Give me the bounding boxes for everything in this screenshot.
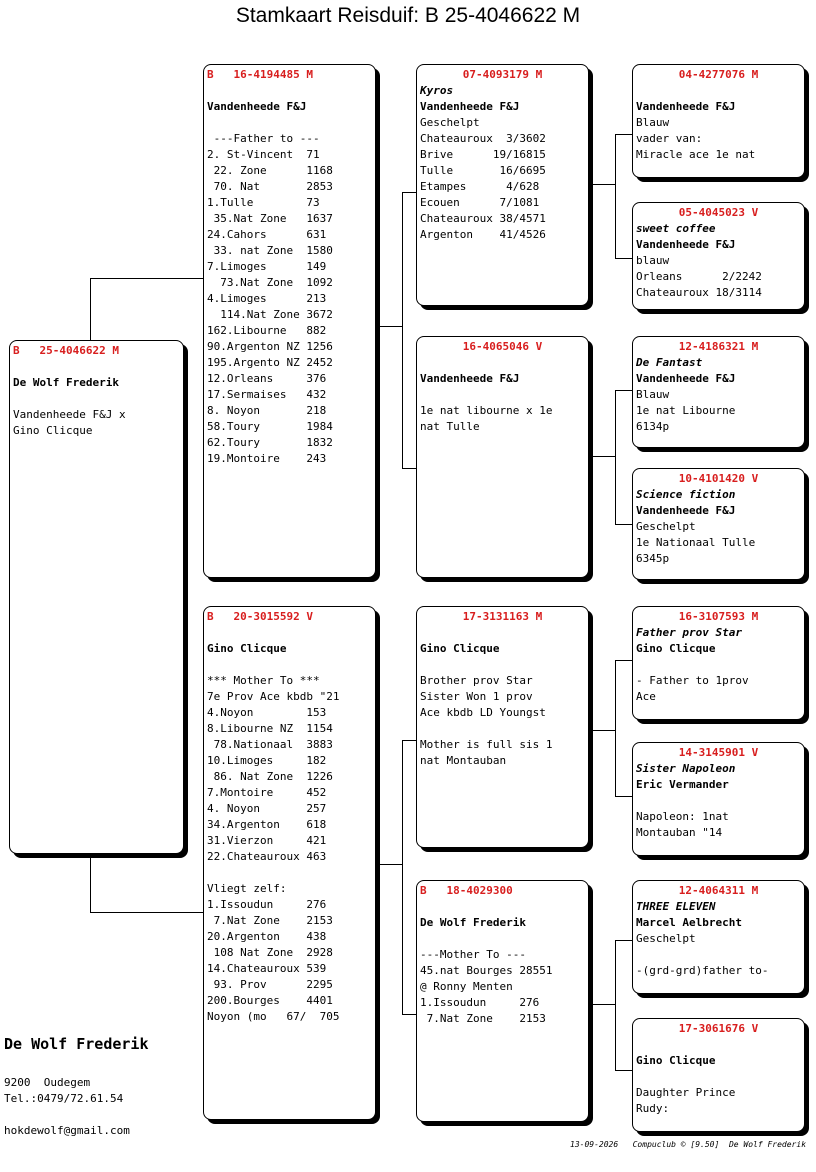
card-line: Gino Clicque (420, 642, 500, 655)
card-line: Vandenheede F&J x (13, 408, 126, 421)
pigeon-card-mother-father[interactable] (416, 606, 589, 848)
card-line (13, 391, 180, 407)
card-line: Blauw (636, 388, 670, 401)
pigeon-card-mother[interactable] (203, 606, 376, 1120)
owner-phone: Tel.:0479/72.61.54 (4, 1092, 124, 1105)
card-line: Daughter Prince (636, 1086, 736, 1099)
connector-line (90, 854, 91, 912)
card-line (420, 721, 585, 737)
pigeon-card-mf-mother[interactable] (632, 742, 805, 856)
card-line: Napoleon: 1nat (636, 810, 729, 823)
card-line (636, 1069, 801, 1085)
connector-line (90, 278, 204, 279)
card-line: nat Montauban (420, 754, 507, 767)
card-line: Etampes 4/628 (420, 180, 540, 193)
pigeon-card-mf-father[interactable] (632, 606, 805, 720)
pigeon-card-mother-mother[interactable] (416, 880, 589, 1122)
card-line: ---Father to --- (207, 132, 320, 145)
ring-number: B 25-4046622 M (13, 344, 119, 357)
ring-number: 05-4045023 V (678, 206, 759, 219)
card-line: Ace kbdb LD Youngst (420, 706, 546, 719)
card-line: 7.Limoges 149 (207, 260, 327, 273)
owner-email: hokdewolf@gmail.com (4, 1124, 130, 1137)
connector-line (615, 1070, 632, 1071)
pigeon-card-mm-father[interactable] (632, 880, 805, 994)
card-line (13, 359, 180, 375)
card-line: 93. Prov 2295 (207, 978, 333, 991)
card-line: 31.Vierzon 421 (207, 834, 327, 847)
card-line: Geschelpt (420, 116, 480, 129)
card-line: Vandenheede F&J (420, 100, 520, 113)
ring-number: 07-4093179 M (462, 68, 543, 81)
card-line: Gino Clicque (636, 642, 716, 655)
connector-line (615, 660, 632, 661)
card-line: 34.Argenton 618 (207, 818, 327, 831)
card-line: 22.Chateauroux 463 (207, 850, 327, 863)
ring-number: 10-4101420 V (678, 472, 759, 485)
card-line (420, 625, 585, 641)
card-line: Vandenheede F&J (636, 372, 736, 385)
card-line: Gino Clicque (207, 642, 287, 655)
pigeon-card-ff-mother[interactable] (632, 202, 805, 310)
pigeon-card-fm-mother[interactable] (632, 468, 805, 580)
pigeon-card-ff-father[interactable] (632, 64, 805, 178)
card-line: 8.Libourne NZ 1154 (207, 722, 333, 735)
card-line: Geschelpt (636, 932, 696, 945)
card-line: 4. Noyon 257 (207, 802, 327, 815)
card-line: 22. Zone 1168 (207, 164, 333, 177)
card-line: 1e nat Libourne (636, 404, 736, 417)
card-line: 1e nat libourne x 1e (420, 404, 553, 417)
card-line: 1e Nationaal Tulle (636, 536, 756, 549)
card-line: *** Mother To *** (207, 674, 320, 687)
connector-line (380, 864, 402, 865)
card-line: nat Tulle (420, 420, 480, 433)
connector-line (380, 326, 402, 327)
pigeon-card-subject[interactable] (9, 340, 184, 854)
card-line: 86. Nat Zone 1226 (207, 770, 333, 783)
connector-line (593, 456, 615, 457)
card-line: 73.Nat Zone 1092 (207, 276, 333, 289)
card-line: Geschelpt (636, 520, 696, 533)
card-line: Tulle 16/6695 (420, 164, 546, 177)
card-line: 14.Chateauroux 539 (207, 962, 327, 975)
footer-credit: 13-09-2026 Compuclub © [9.50] De Wolf Frederik (570, 1140, 807, 1149)
card-line: Ace (636, 690, 656, 703)
card-line: 45.nat Bourges 28551 (420, 964, 553, 977)
connector-line (90, 912, 204, 913)
card-line (207, 83, 372, 99)
card-line: 108 Nat Zone 2928 (207, 946, 333, 959)
ring-number: 12-4064311 M (678, 884, 759, 897)
ring-number: 16-3107593 M (678, 610, 759, 623)
card-line: Vandenheede F&J (636, 504, 736, 517)
card-line: Sister Won 1 prov (420, 690, 533, 703)
pigeon-card-father[interactable] (203, 64, 376, 578)
card-line: ---Mother To --- (420, 948, 526, 961)
card-line (207, 865, 372, 881)
card-line: Father prov Star (636, 626, 742, 639)
connector-line (90, 278, 91, 340)
card-line: Chateauroux 18/3114 (636, 286, 762, 299)
card-line: De Wolf Frederik (13, 376, 119, 389)
card-line: 20.Argenton 438 (207, 930, 327, 943)
card-line: 2. St-Vincent 71 (207, 148, 320, 161)
card-line: sweet coffee (636, 222, 716, 235)
pigeon-card-mm-mother[interactable] (632, 1018, 805, 1132)
ring-number: 16-4065046 V (462, 340, 543, 353)
card-line: 6134p (636, 420, 670, 433)
card-line: 12.Orleans 376 (207, 372, 327, 385)
card-line: Orleans 2/2242 (636, 270, 762, 283)
connector-line (615, 134, 616, 258)
owner-address: 9200 Oudegem (4, 1076, 91, 1089)
connector-line (402, 740, 416, 741)
ring-number: 17-3061676 V (678, 1022, 759, 1035)
connector-line (615, 660, 616, 796)
card-line: Chateauroux 3/3602 (420, 132, 546, 145)
card-line: 62.Toury 1832 (207, 436, 333, 449)
card-line: -(grd-grd)father to- (636, 964, 769, 977)
card-line: 58.Toury 1984 (207, 420, 333, 433)
connector-line (615, 524, 632, 525)
card-line (420, 931, 585, 947)
card-line: Vandenheede F&J (636, 238, 736, 251)
card-line: Miracle ace 1e nat (636, 148, 756, 161)
connector-line (615, 796, 632, 797)
card-line: 78.Nationaal 3883 (207, 738, 333, 751)
card-line: THREE ELEVEN (636, 900, 716, 913)
card-line: Brive 19/16815 (420, 148, 546, 161)
card-line: Brother prov Star (420, 674, 533, 687)
card-line: 33. nat Zone 1580 (207, 244, 333, 257)
connector-line (402, 1014, 416, 1015)
card-line: Vandenheede F&J (420, 372, 520, 385)
card-line: 7e Prov Ace kbdb "21 (207, 690, 340, 703)
card-line: 8. Noyon 218 (207, 404, 327, 417)
card-line: 195.Argento NZ 2452 (207, 356, 333, 369)
card-line (636, 947, 801, 963)
card-line: 10.Limoges 182 (207, 754, 327, 767)
card-line: 7.Nat Zone 2153 (207, 914, 333, 927)
connector-line (615, 940, 632, 941)
card-line: 19.Montoire 243 (207, 452, 327, 465)
card-line: Argenton 41/4526 (420, 228, 546, 241)
card-line: 6345p (636, 552, 670, 565)
card-line: 7.Montoire 452 (207, 786, 327, 799)
card-line (636, 83, 801, 99)
card-line: 1.Tulle 73 (207, 196, 320, 209)
card-line: Vandenheede F&J (636, 100, 736, 113)
card-line: vader van: (636, 132, 703, 145)
card-line (207, 625, 372, 641)
card-line: 4.Noyon 153 (207, 706, 327, 719)
connector-line (615, 258, 632, 259)
card-line: Gino Clicque (636, 1054, 716, 1067)
connector-line (593, 184, 615, 185)
ring-number: B 16-4194485 M (207, 68, 313, 81)
ring-number: 14-3145901 V (678, 746, 759, 759)
card-line (420, 657, 585, 673)
connector-line (615, 390, 616, 524)
card-line: 200.Bourges 4401 (207, 994, 333, 1007)
connector-line (593, 730, 615, 731)
card-line: 4.Limoges 213 (207, 292, 327, 305)
card-line: Mother is full sis 1 (420, 738, 553, 751)
ring-number: B 20-3015592 V (207, 610, 313, 623)
card-line: Eric Vermander (636, 778, 729, 791)
card-line (636, 793, 801, 809)
card-line (207, 115, 372, 131)
card-line: Marcel Aelbrecht (636, 916, 742, 929)
card-line: Noyon (mo 67/ 705 (207, 1010, 340, 1023)
card-line: Kyros (420, 84, 454, 97)
card-line (420, 899, 585, 915)
card-line (636, 657, 801, 673)
card-line: 24.Cahors 631 (207, 228, 327, 241)
card-line: 70. Nat 2853 (207, 180, 333, 193)
connector-line (615, 390, 632, 391)
ring-number: B 18-4029300 (420, 884, 513, 897)
owner-name: De Wolf Frederik (4, 1035, 149, 1053)
connector-line (593, 1004, 615, 1005)
ring-number: 12-4186321 M (678, 340, 759, 353)
pigeon-card-father-mother[interactable] (416, 336, 589, 578)
card-line: Rudy: (636, 1102, 670, 1115)
card-line: 7.Nat Zone 2153 (420, 1012, 546, 1025)
card-line: Vliegt zelf: (207, 882, 287, 895)
card-line: Montauban "14 (636, 826, 723, 839)
card-line: 1.Issoudun 276 (207, 898, 327, 911)
card-line: 17.Sermaises 432 (207, 388, 327, 401)
card-line: Science fiction (636, 488, 736, 501)
connector-line (402, 192, 416, 193)
card-line: 35.Nat Zone 1637 (207, 212, 333, 225)
ring-number: 04-4277076 M (678, 68, 759, 81)
card-line (420, 387, 585, 403)
connector-line (402, 192, 403, 468)
page-title: Stamkaart Reisduif: B 25-4046622 M (235, 4, 581, 27)
connector-line (402, 468, 416, 469)
connector-line (615, 940, 616, 1070)
card-line: De Fantast (636, 356, 703, 369)
card-line (420, 355, 585, 371)
connector-line (615, 134, 632, 135)
card-line: Chateauroux 38/4571 (420, 212, 546, 225)
pigeon-card-fm-father[interactable] (632, 336, 805, 448)
card-line (636, 1037, 801, 1053)
card-line: @ Ronny Menten (420, 980, 513, 993)
card-line: Gino Clicque (13, 424, 93, 437)
card-line: 162.Libourne 882 (207, 324, 327, 337)
card-line: Blauw (636, 116, 670, 129)
card-line: De Wolf Frederik (420, 916, 526, 929)
card-line (207, 657, 372, 673)
card-line: 90.Argenton NZ 1256 (207, 340, 333, 353)
pigeon-card-father-father[interactable] (416, 64, 589, 306)
card-line: Vandenheede F&J (207, 100, 307, 113)
card-line: Sister Napoleon (636, 762, 736, 775)
card-line: - Father to 1prov (636, 674, 749, 687)
card-line: blauw (636, 254, 670, 267)
connector-line (402, 740, 403, 1014)
card-line: Ecouen 7/1081 (420, 196, 540, 209)
card-line: 1.Issoudun 276 (420, 996, 540, 1009)
ring-number: 17-3131163 M (462, 610, 543, 623)
card-line: 114.Nat Zone 3672 (207, 308, 333, 321)
